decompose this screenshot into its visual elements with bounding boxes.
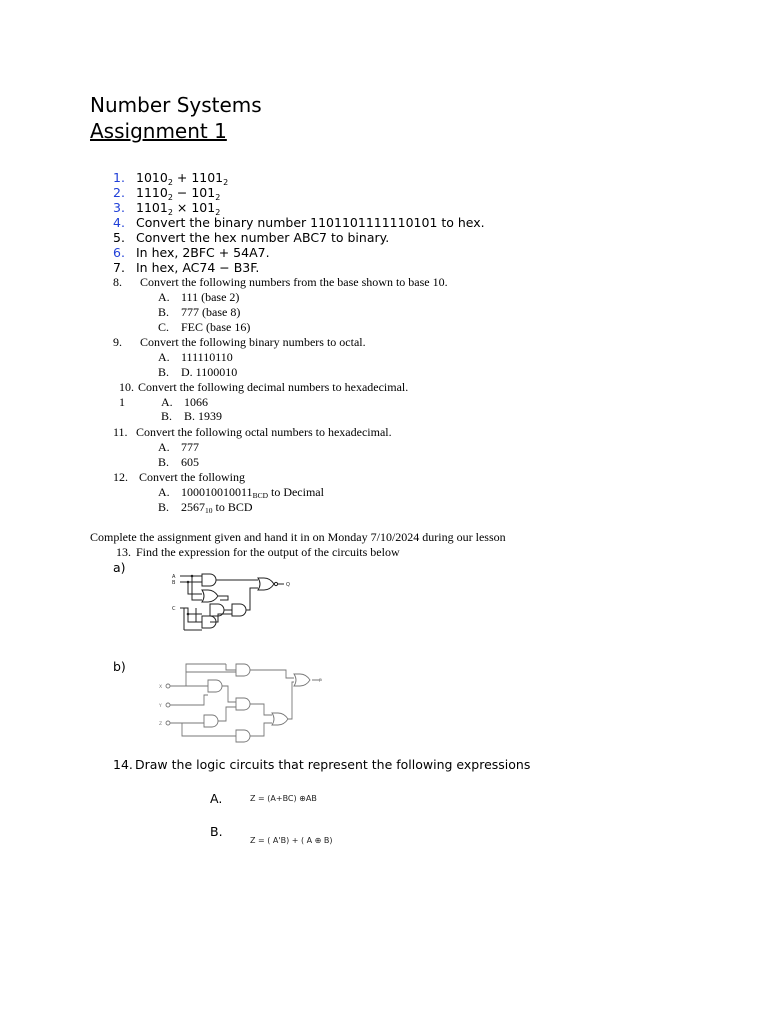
q9-b-label: B. bbox=[158, 365, 170, 379]
q8-b-label: B. bbox=[158, 305, 170, 319]
q10-a-text: 1066 bbox=[184, 395, 208, 409]
q8-b-text: 777 (base 8) bbox=[181, 305, 241, 319]
circuit-a-input-a: A bbox=[172, 574, 176, 580]
page-title: Number Systems bbox=[90, 93, 262, 117]
q8-c-label: C. bbox=[158, 320, 170, 334]
question-11-number: 11. bbox=[113, 425, 128, 439]
question-10-text: Convert the following decimal numbers to hexadecimal. bbox=[138, 380, 409, 394]
question-14-text: Draw the logic circuits that represent the following expressions bbox=[135, 757, 531, 772]
question-12-text: Convert the following bbox=[139, 470, 245, 484]
question-2-number: 2. bbox=[113, 185, 125, 200]
q8-a-label: A. bbox=[158, 290, 170, 304]
question-8-number: 8. bbox=[113, 275, 122, 289]
question-1-text: $1010_2 + 1101_2$ bbox=[136, 170, 229, 187]
q12-b-label: B. bbox=[158, 500, 170, 514]
question-4-number: 4. bbox=[113, 215, 125, 230]
question-5-number: 5. bbox=[113, 230, 125, 245]
q9-a-text: 111110110 bbox=[181, 350, 233, 364]
circuit-a-diagram bbox=[150, 568, 292, 640]
circuit-a-label: a) bbox=[113, 560, 126, 575]
q11-a-label: A. bbox=[158, 440, 170, 454]
q14-b-label: B. bbox=[210, 824, 223, 839]
question-13-text: Find the expression for the output of the circuits below bbox=[136, 545, 400, 559]
question-14-number: 14. bbox=[113, 757, 133, 772]
q14-a-expression: Z = (A+BC) ⊕AB bbox=[250, 794, 317, 803]
q9-b-text: D. 1100010 bbox=[181, 365, 238, 379]
circuit-a-input-c: C bbox=[172, 606, 176, 612]
circuit-b-diagram bbox=[156, 660, 328, 746]
q9-a-label: A. bbox=[158, 350, 170, 364]
q10-stray-mark: 1 bbox=[119, 395, 125, 409]
q12-a-text: $100010010011_{BCD}$ to Decimal bbox=[181, 485, 324, 500]
q12-a-label: A. bbox=[158, 485, 170, 499]
q10-b-label: B. bbox=[161, 409, 173, 423]
question-9-number: 9. bbox=[113, 335, 122, 349]
circuit-b-svg bbox=[156, 660, 328, 746]
circuit-a-svg bbox=[150, 568, 292, 640]
assignment-instruction: Complete the assignment given and hand it in on Monday 7/10/2024 during our lesson bbox=[90, 530, 506, 544]
question-5-text: Convert the hex number ABC7 to binary. bbox=[136, 230, 390, 245]
q11-b-text: 605 bbox=[181, 455, 199, 469]
circuit-b-input-z: Z bbox=[159, 722, 163, 727]
question-7-text: In hex, AC74 − B3F. bbox=[136, 260, 260, 275]
circuit-b-output: F bbox=[319, 679, 322, 684]
circuit-b-input-y: Y bbox=[159, 704, 162, 709]
question-3-number: 3. bbox=[113, 200, 125, 215]
q8-c-text: FEC (base 16) bbox=[181, 320, 251, 334]
q10-b-text: B. 1939 bbox=[184, 409, 223, 423]
q11-a-text: 777 bbox=[181, 440, 199, 454]
q11-b-label: B. bbox=[158, 455, 170, 469]
question-13-number: 13. bbox=[116, 545, 131, 559]
question-7-number: 7. bbox=[113, 260, 125, 275]
question-9-text: Convert the following binary numbers to octal. bbox=[140, 335, 366, 349]
q8-a-text: 111 (base 2) bbox=[181, 290, 240, 304]
page-subtitle: Assignment 1 bbox=[90, 119, 227, 143]
circuit-b-label: b) bbox=[113, 659, 126, 674]
question-3-text: $1101_2 \times 101_2$ bbox=[136, 200, 221, 217]
circuit-a-output: Q bbox=[286, 582, 290, 588]
circuit-b-input-x: X bbox=[159, 685, 163, 690]
question-6-number: 6. bbox=[113, 245, 125, 260]
question-2-text: $1110_2 - 101_2$ bbox=[136, 185, 221, 202]
q10-a-label: A. bbox=[161, 395, 173, 409]
question-10-number: 10. bbox=[119, 380, 134, 394]
question-6-text: In hex, 2BFC + 54A7. bbox=[136, 245, 270, 260]
q14-b-expression: Z = ( A'B) + ( A ⊕ B) bbox=[250, 836, 333, 845]
question-4-text: Convert the binary number 1101101111110101 to hex. bbox=[136, 215, 485, 230]
question-1-number: 1. bbox=[113, 170, 125, 185]
question-8-text: Convert the following numbers from the base shown to base 10. bbox=[140, 275, 448, 289]
question-11-text: Convert the following octal numbers to hexadecimal. bbox=[136, 425, 392, 439]
q12-b-text: $2567_{10}$ to BCD bbox=[181, 500, 253, 515]
question-12-number: 12. bbox=[113, 470, 128, 484]
q14-a-label: A. bbox=[210, 791, 223, 806]
circuit-a-input-b: B bbox=[172, 580, 176, 586]
